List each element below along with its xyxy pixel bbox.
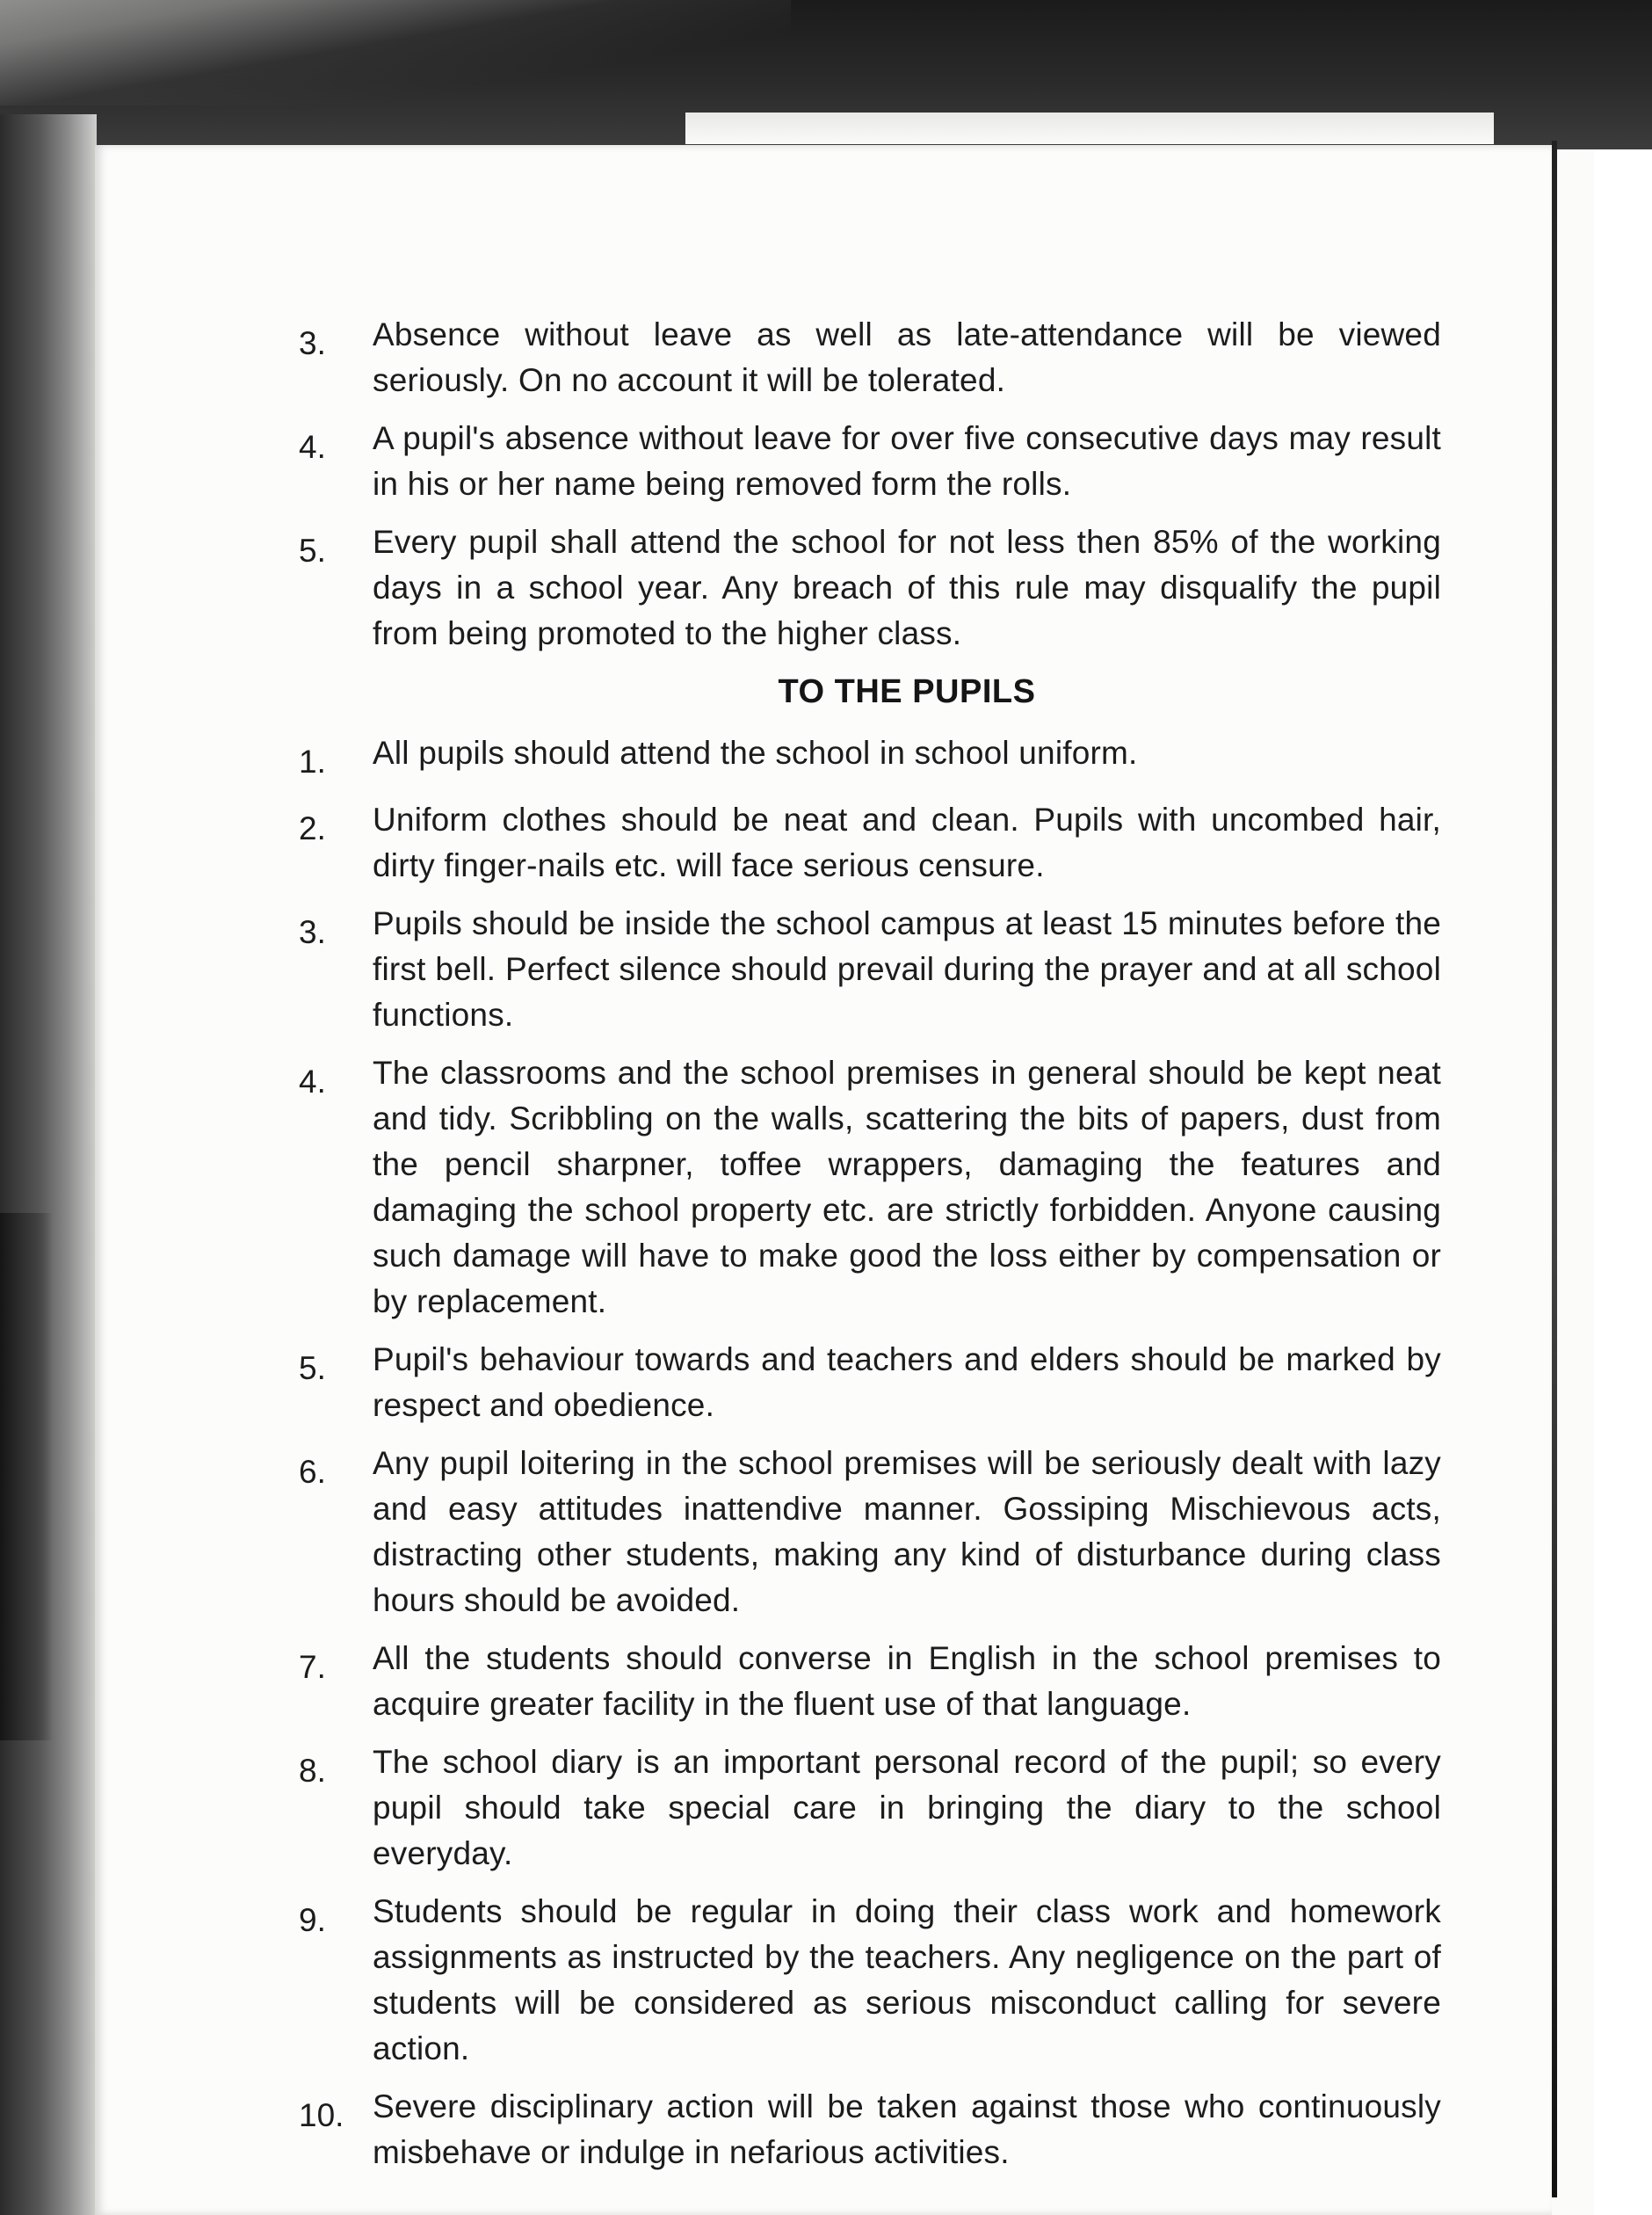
item-text: Any pupil loitering in the school premises will be seriously dealt with lazy and easy attitudes inattendive manner. Gossiping Mischievous acts, distracting other students, making any kind of disturbance during class hours should be avoided.	[373, 1445, 1441, 1618]
scan-right-margin	[1594, 149, 1652, 2215]
item-number: 2.	[299, 810, 326, 846]
list-item	[299, 1050, 1441, 1325]
item-text: All the students should converse in English in the school premises to acquire greater facility in the fluent use of that language.	[373, 1640, 1441, 1722]
list-item	[299, 519, 1441, 657]
item-number: 4.	[299, 1064, 326, 1100]
item-number: 8.	[299, 1753, 326, 1789]
scan-top-paper-strip	[685, 113, 1494, 144]
section-heading: TO THE PUPILS	[778, 673, 1036, 710]
scan-top-smear	[0, 0, 791, 105]
item-number: 3.	[299, 325, 326, 361]
list-item	[299, 797, 1441, 889]
list-item	[299, 1739, 1441, 1877]
list-item	[299, 1441, 1441, 1623]
item-text: Every pupil shall attend the school for not less then 85% of the working days in a school year. Any breach of this rule may disqualify the pupil from being promoted to the higher class.	[373, 524, 1441, 651]
list-item	[299, 730, 1441, 785]
item-number: 1.	[299, 744, 326, 780]
item-number: 5.	[299, 533, 326, 569]
scan-right-edge	[1552, 141, 1557, 2197]
item-text: Uniform clothes should be neat and clean. Pupils with uncombed hair, dirty finger-nails etc. will face serious censure.	[373, 802, 1441, 883]
item-text: Pupils should be inside the school campus at least 15 minutes before the first bell. Perfect silence should prevail during the prayer and at all school functions.	[373, 905, 1441, 1033]
item-text: Absence without leave as well as late-attendance will be viewed seriously. On no account it will be tolerated.	[373, 316, 1441, 398]
item-text: Severe disciplinary action will be taken against those who continuously misbehave or indulge in nefarious activities.	[373, 2088, 1441, 2170]
item-number: 10.	[299, 2097, 344, 2133]
item-text: A pupil's absence without leave for over five consecutive days may result in his or her name being removed form the rolls.	[373, 420, 1441, 502]
item-text: Pupil's behaviour towards and teachers and elders should be marked by respect and obedience.	[373, 1341, 1441, 1423]
list-item	[299, 416, 1441, 507]
item-number: 6.	[299, 1454, 326, 1490]
item-number: 4.	[299, 429, 326, 465]
item-text: The classrooms and the school premises in general should be kept neat and tidy. Scribbling on the walls, scattering the bits of papers, dust from the pencil sharpner, toffee wrappers, damaging the features and damaging the school property etc. are strictly forbidden. Anyone causing such damage will have to make good the loss either by compensation or by replacement.	[373, 1055, 1441, 1319]
list-item	[299, 1337, 1441, 1428]
document-body	[299, 312, 1441, 2188]
scan-left-dark-patch	[0, 1213, 53, 1740]
list-item	[299, 901, 1441, 1038]
item-number: 9.	[299, 1902, 326, 1938]
item-number: 5.	[299, 1350, 326, 1386]
item-text: Students should be regular in doing their class work and homework assignments as instructed by the teachers. Any negligence on the part of students will be considered as serious misconduct calling for severe action.	[373, 1893, 1441, 2066]
list-item	[299, 312, 1441, 403]
item-text: All pupils should attend the school in school uniform.	[373, 735, 1138, 771]
item-number: 3.	[299, 914, 326, 950]
list-item	[299, 2084, 1441, 2175]
list-item	[299, 1636, 1441, 1727]
list-item	[299, 1889, 1441, 2072]
item-text: The school diary is an important personal record of the pupil; so every pupil should take special care in bringing the diary to the school everyday.	[373, 1744, 1441, 1871]
scan-left-shadow	[0, 114, 97, 2215]
item-number: 7.	[299, 1649, 326, 1685]
